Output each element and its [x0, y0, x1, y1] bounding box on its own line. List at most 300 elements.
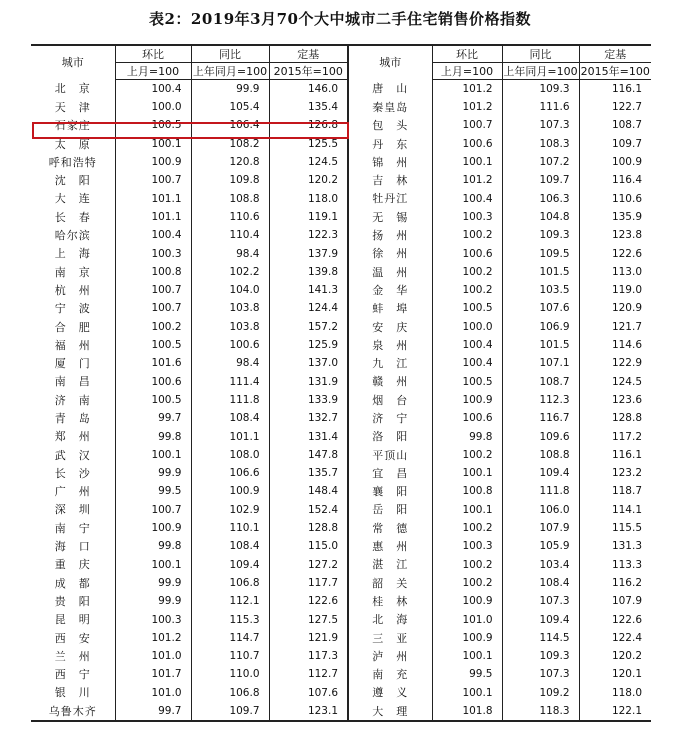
cell-city: 扬 州 [348, 226, 432, 244]
cell-base: 139.8 [269, 263, 348, 281]
cell-city: 广 州 [54, 485, 91, 499]
cell-base: 109.7 [579, 135, 651, 153]
cell-base: 122.4 [579, 629, 651, 647]
cell-yoy: 108.4 [191, 409, 269, 427]
table-row [31, 300, 651, 318]
cell-yoy: 118.3 [502, 702, 579, 721]
cell-city: 银 川 [54, 686, 91, 700]
cell-base: 116.1 [579, 80, 651, 99]
cell-yoy: 110.6 [191, 208, 269, 226]
header-city: 城市 [348, 45, 432, 80]
cell-mom: 100.4 [432, 336, 502, 354]
cell-mom: 101.6 [115, 354, 191, 372]
cell-base: 152.4 [269, 501, 348, 519]
cell-base: 116.4 [579, 171, 651, 189]
cell-city: 宜 昌 [348, 464, 432, 482]
cell-yoy: 109.4 [502, 611, 579, 629]
cell-mom: 100.5 [115, 391, 191, 409]
cell-mom: 100.3 [115, 245, 191, 263]
cell-base: 116.2 [579, 574, 651, 592]
cell-base: 128.8 [269, 519, 348, 537]
cell-mom: 100.9 [432, 592, 502, 610]
cell-base: 122.6 [269, 592, 348, 610]
cell-mom: 100.2 [432, 263, 502, 281]
cell-yoy: 108.4 [191, 537, 269, 555]
cell-city: 桂 林 [348, 592, 432, 610]
cell-base: 147.8 [269, 446, 348, 464]
cell-base: 157.2 [269, 318, 348, 336]
cell-city: 南 宁 [54, 521, 91, 535]
cell-city: 锦 州 [348, 153, 432, 171]
cell-mom: 101.8 [432, 702, 502, 721]
table-row [31, 281, 651, 299]
table-title: 表2：2019年3月70个大中城市二手住宅销售价格指数 [149, 10, 531, 28]
cell-mom: 99.5 [432, 666, 502, 684]
cell-yoy: 109.2 [502, 684, 579, 702]
cell-base: 117.3 [269, 647, 348, 665]
cell-mom: 100.3 [432, 537, 502, 555]
cell-yoy: 107.3 [502, 592, 579, 610]
cell-base: 127.2 [269, 556, 348, 574]
cell-mom: 100.1 [432, 501, 502, 519]
cell-yoy: 107.3 [502, 666, 579, 684]
cell-city: 济 南 [54, 393, 91, 407]
table-row [31, 592, 651, 610]
cell-base: 131.9 [269, 373, 348, 391]
cell-base: 131.3 [579, 537, 651, 555]
table-row [31, 501, 651, 519]
header-base-sub: 2015年=100 [269, 63, 348, 80]
cell-base: 122.7 [579, 98, 651, 116]
table-row [31, 428, 651, 446]
cell-mom: 100.2 [432, 226, 502, 244]
cell-yoy: 108.3 [502, 135, 579, 153]
cell-city: 青 岛 [54, 411, 91, 425]
cell-mom: 101.0 [432, 611, 502, 629]
cell-city: 南 充 [348, 666, 432, 684]
cell-city: 平顶山 [348, 446, 432, 464]
cell-city: 上 海 [54, 247, 91, 261]
cell-base: 135.9 [579, 208, 651, 226]
cell-yoy: 102.2 [191, 263, 269, 281]
cell-mom: 100.9 [432, 629, 502, 647]
cell-base: 110.6 [579, 190, 651, 208]
header-mom-sub: 上月=100 [432, 63, 502, 80]
table-row [31, 263, 651, 281]
table-row [31, 702, 651, 721]
cell-base: 120.9 [579, 300, 651, 318]
cell-mom: 100.4 [115, 80, 191, 99]
header-yoy: 同比 [191, 45, 269, 63]
cell-mom: 99.8 [115, 428, 191, 446]
cell-city: 南 京 [54, 265, 91, 279]
cell-yoy: 107.2 [502, 153, 579, 171]
cell-city: 丹 东 [348, 135, 432, 153]
cell-base: 128.8 [579, 409, 651, 427]
cell-yoy: 114.5 [502, 629, 579, 647]
cell-mom: 100.1 [115, 135, 191, 153]
cell-city: 泉 州 [348, 336, 432, 354]
table-row [31, 611, 651, 629]
cell-yoy: 110.0 [191, 666, 269, 684]
cell-base: 107.6 [269, 684, 348, 702]
cell-yoy: 110.1 [191, 519, 269, 537]
cell-mom: 100.2 [432, 556, 502, 574]
cell-mom: 100.6 [432, 245, 502, 263]
cell-city: 九 江 [348, 354, 432, 372]
cell-base: 115.5 [579, 519, 651, 537]
cell-base: 124.4 [269, 300, 348, 318]
cell-mom: 100.4 [115, 226, 191, 244]
cell-yoy: 109.6 [502, 428, 579, 446]
table-row [31, 574, 651, 592]
cell-yoy: 109.4 [502, 464, 579, 482]
cell-mom: 100.2 [432, 446, 502, 464]
cell-city: 岳 阳 [348, 501, 432, 519]
cell-yoy: 103.4 [502, 556, 579, 574]
cell-yoy: 106.6 [191, 464, 269, 482]
table-row [31, 629, 651, 647]
cell-city: 赣 州 [348, 373, 432, 391]
cell-mom: 100.7 [115, 281, 191, 299]
table-body [31, 80, 651, 722]
cell-yoy: 103.5 [502, 281, 579, 299]
cell-yoy: 104.8 [502, 208, 579, 226]
cell-city: 韶 关 [348, 574, 432, 592]
cell-base: 117.7 [269, 574, 348, 592]
price-index-table [31, 44, 651, 722]
cell-base: 119.0 [579, 281, 651, 299]
cell-mom: 99.7 [115, 409, 191, 427]
cell-city: 湛 江 [348, 556, 432, 574]
table-row [31, 208, 651, 226]
cell-mom: 99.7 [115, 702, 191, 721]
cell-mom: 100.1 [432, 464, 502, 482]
cell-base: 120.2 [579, 647, 651, 665]
cell-base: 123.8 [579, 226, 651, 244]
table-row [31, 537, 651, 555]
cell-city: 烟 台 [348, 391, 432, 409]
cell-yoy: 109.5 [502, 245, 579, 263]
cell-city: 福 州 [54, 338, 91, 352]
cell-mom: 100.7 [115, 501, 191, 519]
cell-yoy: 103.8 [191, 300, 269, 318]
cell-mom: 100.1 [115, 556, 191, 574]
cell-base: 135.4 [269, 98, 348, 116]
cell-city: 呼和浩特 [48, 155, 97, 169]
cell-mom: 100.3 [115, 611, 191, 629]
table-row [31, 171, 651, 189]
cell-yoy: 106.3 [502, 190, 579, 208]
cell-city: 石家庄 [54, 119, 91, 133]
cell-city: 牡丹江 [348, 190, 432, 208]
cell-mom: 101.0 [115, 647, 191, 665]
cell-mom: 100.4 [432, 190, 502, 208]
cell-city: 西 安 [54, 631, 91, 645]
header-mom: 环比 [115, 45, 191, 63]
table-row [31, 190, 651, 208]
cell-yoy: 108.0 [191, 446, 269, 464]
cell-base: 118.0 [579, 684, 651, 702]
cell-base: 119.1 [269, 208, 348, 226]
cell-base: 126.8 [269, 117, 348, 135]
cell-base: 137.0 [269, 354, 348, 372]
cell-yoy: 111.8 [502, 483, 579, 501]
cell-yoy: 111.4 [191, 373, 269, 391]
table-row [31, 556, 651, 574]
cell-city: 襄 阳 [348, 483, 432, 501]
cell-yoy: 100.9 [191, 483, 269, 501]
cell-yoy: 114.7 [191, 629, 269, 647]
cell-mom: 99.9 [115, 574, 191, 592]
cell-city: 常 德 [348, 519, 432, 537]
cell-yoy: 98.4 [191, 245, 269, 263]
cell-yoy: 106.8 [191, 684, 269, 702]
table-row [31, 153, 651, 171]
header-city: 城市 [31, 45, 115, 80]
cell-mom: 100.2 [432, 574, 502, 592]
cell-base: 122.1 [579, 702, 651, 721]
cell-base: 124.5 [269, 153, 348, 171]
cell-yoy: 103.8 [191, 318, 269, 336]
cell-base: 123.6 [579, 391, 651, 409]
cell-city: 温 州 [348, 263, 432, 281]
cell-base: 108.7 [579, 117, 651, 135]
cell-yoy: 99.9 [191, 80, 269, 99]
cell-yoy: 107.9 [502, 519, 579, 537]
cell-city: 惠 州 [348, 537, 432, 555]
cell-yoy: 109.3 [502, 80, 579, 99]
cell-mom: 100.3 [432, 208, 502, 226]
cell-city: 吉 林 [348, 171, 432, 189]
cell-yoy: 106.8 [191, 574, 269, 592]
cell-yoy: 102.9 [191, 501, 269, 519]
cell-base: 137.9 [269, 245, 348, 263]
cell-yoy: 112.3 [502, 391, 579, 409]
cell-city: 南 昌 [54, 375, 91, 389]
cell-yoy: 108.7 [502, 373, 579, 391]
cell-base: 114.1 [579, 501, 651, 519]
cell-base: 124.5 [579, 373, 651, 391]
table-row [31, 391, 651, 409]
cell-city: 长 沙 [54, 466, 91, 480]
cell-base: 113.3 [579, 556, 651, 574]
cell-mom: 101.1 [115, 208, 191, 226]
cell-base: 141.3 [269, 281, 348, 299]
cell-base: 122.6 [579, 611, 651, 629]
cell-mom: 101.2 [432, 171, 502, 189]
cell-base: 122.6 [579, 245, 651, 263]
cell-base: 123.2 [579, 464, 651, 482]
header-base: 定基 [579, 45, 651, 63]
cell-base: 125.5 [269, 135, 348, 153]
cell-city: 包 头 [348, 117, 432, 135]
cell-mom: 99.9 [115, 464, 191, 482]
cell-yoy: 109.3 [502, 226, 579, 244]
cell-yoy: 107.3 [502, 117, 579, 135]
cell-city: 西 宁 [54, 668, 91, 682]
cell-mom: 100.5 [432, 300, 502, 318]
cell-base: 132.7 [269, 409, 348, 427]
cell-yoy: 112.1 [191, 592, 269, 610]
cell-base: 114.6 [579, 336, 651, 354]
cell-base: 121.9 [269, 629, 348, 647]
cell-city: 洛 阳 [348, 428, 432, 446]
cell-mom: 99.8 [432, 428, 502, 446]
cell-base: 113.0 [579, 263, 651, 281]
cell-base: 118.0 [269, 190, 348, 208]
cell-mom: 100.6 [432, 409, 502, 427]
cell-yoy: 120.8 [191, 153, 269, 171]
cell-yoy: 108.8 [191, 190, 269, 208]
cell-city: 大 理 [348, 702, 432, 721]
table-row [31, 80, 651, 99]
cell-yoy: 101.1 [191, 428, 269, 446]
cell-yoy: 104.0 [191, 281, 269, 299]
cell-city: 重 庆 [54, 558, 91, 572]
cell-yoy: 108.8 [502, 446, 579, 464]
cell-yoy: 108.2 [191, 135, 269, 153]
cell-yoy: 106.0 [502, 501, 579, 519]
cell-mom: 101.1 [115, 190, 191, 208]
cell-base: 121.7 [579, 318, 651, 336]
cell-city: 大 连 [54, 192, 91, 206]
header-mom-sub: 上月=100 [115, 63, 191, 80]
cell-city: 遵 义 [348, 684, 432, 702]
cell-city: 乌鲁木齐 [31, 702, 115, 721]
cell-mom: 100.1 [432, 647, 502, 665]
cell-mom: 100.1 [432, 684, 502, 702]
cell-city: 兰 州 [54, 649, 91, 663]
cell-base: 146.0 [269, 80, 348, 99]
cell-base: 122.3 [269, 226, 348, 244]
cell-base: 117.2 [579, 428, 651, 446]
cell-city: 金 华 [348, 281, 432, 299]
cell-city: 宁 波 [54, 302, 91, 316]
cell-yoy: 107.6 [502, 300, 579, 318]
cell-mom: 100.1 [432, 153, 502, 171]
cell-mom: 99.5 [115, 483, 191, 501]
cell-mom: 100.6 [115, 373, 191, 391]
cell-base: 133.9 [269, 391, 348, 409]
cell-base: 120.2 [269, 171, 348, 189]
cell-base: 135.7 [269, 464, 348, 482]
cell-yoy: 111.8 [191, 391, 269, 409]
cell-city: 厦 门 [54, 357, 91, 371]
cell-city: 北 京 [54, 82, 91, 96]
cell-yoy: 105.9 [502, 537, 579, 555]
cell-city: 武 汉 [54, 448, 91, 462]
cell-mom: 100.0 [115, 98, 191, 116]
cell-base: 127.5 [269, 611, 348, 629]
cell-mom: 100.4 [432, 354, 502, 372]
cell-base: 100.9 [579, 153, 651, 171]
cell-mom: 100.9 [115, 153, 191, 171]
cell-mom: 100.5 [115, 117, 191, 135]
cell-city: 蚌 埠 [348, 300, 432, 318]
cell-yoy: 108.4 [502, 574, 579, 592]
table-row [31, 684, 651, 702]
cell-mom: 101.2 [115, 629, 191, 647]
cell-city: 成 都 [54, 576, 91, 590]
cell-city: 昆 明 [54, 613, 91, 627]
cell-city: 济 宁 [348, 409, 432, 427]
cell-yoy: 98.4 [191, 354, 269, 372]
cell-city: 哈尔滨 [54, 229, 91, 243]
cell-city: 深 圳 [54, 503, 91, 517]
table-row [31, 647, 651, 665]
table-row [31, 666, 651, 684]
cell-city: 太 原 [54, 137, 91, 151]
header-yoy-sub: 上年同月=100 [503, 64, 578, 78]
cell-mom: 100.5 [432, 373, 502, 391]
cell-city: 海 口 [54, 540, 91, 554]
cell-base: 112.7 [269, 666, 348, 684]
cell-yoy: 115.3 [191, 611, 269, 629]
cell-mom: 100.0 [432, 318, 502, 336]
cell-mom: 100.9 [115, 519, 191, 537]
cell-city: 安 庆 [348, 318, 432, 336]
cell-yoy: 116.7 [502, 409, 579, 427]
cell-mom: 100.2 [115, 318, 191, 336]
cell-yoy: 105.4 [191, 98, 269, 116]
header-mom: 环比 [432, 45, 502, 63]
cell-city: 秦皇岛 [348, 98, 432, 116]
cell-base: 125.9 [269, 336, 348, 354]
cell-city: 泸 州 [348, 647, 432, 665]
cell-mom: 99.8 [115, 537, 191, 555]
cell-mom: 100.2 [432, 281, 502, 299]
cell-base: 115.0 [269, 537, 348, 555]
cell-city: 北 海 [348, 611, 432, 629]
cell-base: 148.4 [269, 483, 348, 501]
cell-mom: 100.7 [432, 117, 502, 135]
cell-base: 120.1 [579, 666, 651, 684]
cell-mom: 100.8 [432, 483, 502, 501]
cell-city: 天 津 [54, 100, 91, 114]
cell-yoy: 107.1 [502, 354, 579, 372]
table-row [31, 98, 651, 116]
cell-city: 三 亚 [348, 629, 432, 647]
cell-base: 122.9 [579, 354, 651, 372]
cell-base: 116.1 [579, 446, 651, 464]
cell-city: 沈 阳 [54, 174, 91, 188]
cell-yoy: 110.4 [191, 226, 269, 244]
cell-mom: 101.2 [432, 80, 502, 99]
cell-city: 贵 阳 [54, 594, 91, 608]
header-yoy-sub: 上年同月=100 [192, 64, 268, 78]
cell-yoy: 111.6 [502, 98, 579, 116]
cell-yoy: 106.4 [191, 117, 269, 135]
table-row [31, 354, 651, 372]
cell-base: 107.9 [579, 592, 651, 610]
cell-yoy: 109.3 [502, 647, 579, 665]
cell-mom: 100.8 [115, 263, 191, 281]
cell-city: 徐 州 [348, 245, 432, 263]
cell-yoy: 109.4 [191, 556, 269, 574]
cell-city: 无 锡 [348, 208, 432, 226]
table-row [31, 373, 651, 391]
table-row [31, 519, 651, 537]
header-base-sub: 2015年=100 [580, 64, 650, 78]
cell-mom: 99.9 [115, 592, 191, 610]
table-row [31, 446, 651, 464]
header-yoy: 同比 [502, 45, 579, 63]
cell-mom: 100.5 [115, 336, 191, 354]
table-row [31, 318, 651, 336]
cell-mom: 100.6 [432, 135, 502, 153]
cell-yoy: 109.7 [191, 702, 269, 721]
